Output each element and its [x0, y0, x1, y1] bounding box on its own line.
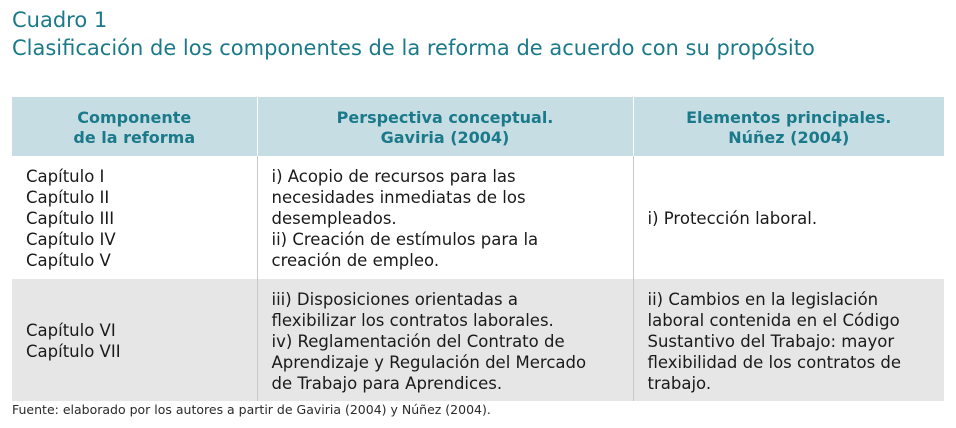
header-line: Gaviria (2004) — [380, 127, 510, 147]
cell-componente — [12, 156, 257, 279]
cell-line: Capítulo III — [26, 209, 115, 228]
header-line: Perspectiva conceptual. — [336, 107, 554, 127]
cell-line: iv) Reglamentación del Contrato de — [271, 331, 565, 351]
cell-line: trabajo. — [647, 373, 712, 393]
cell-line: Capítulo IV — [26, 230, 116, 249]
cell-line: flexibilidad de los contratos de — [647, 352, 902, 372]
cell-perspectiva — [257, 156, 633, 279]
cell-line: Aprendizaje y Regulación del Mercado — [271, 352, 587, 372]
cell-line: creación de empleo. — [271, 251, 440, 270]
cell-line: Capítulo VII — [26, 342, 121, 361]
source-footnote: Fuente: elaborado por los autores a partir de Gaviria (2004) y Núñez (2004). — [12, 402, 491, 417]
table-title: Clasificación de los componentes de la reforma de acuerdo con su propósito — [12, 36, 815, 60]
cell-line: ii) Creación de estímulos para la — [271, 230, 539, 249]
cell-line: flexibilizar los contratos laborales. — [271, 310, 554, 330]
cell-line: Capítulo II — [26, 188, 110, 207]
classification-table — [12, 97, 944, 401]
header-line: Núñez (2004) — [728, 127, 850, 147]
title-block — [12, 6, 815, 62]
table-label: Cuadro 1 — [12, 8, 108, 32]
cell-elementos — [633, 279, 944, 401]
cell-elementos — [633, 156, 944, 279]
cell-componente — [12, 279, 257, 401]
header-perspectiva — [257, 97, 633, 156]
cell-line: iii) Disposiciones orientadas a — [271, 289, 518, 309]
cell-line: i) Protección laboral. — [647, 209, 818, 228]
header-elementos — [633, 97, 944, 156]
header-componente — [12, 97, 257, 156]
table-row — [12, 156, 944, 279]
header-line: Elementos principales. — [686, 107, 892, 127]
cell-line: de Trabajo para Aprendices. — [271, 373, 503, 393]
cell-line: ii) Cambios en la legislación — [647, 289, 879, 309]
cell-line: Capítulo VI — [26, 321, 116, 340]
cell-line: i) Acopio de recursos para las — [271, 167, 516, 186]
header-line: Componente — [77, 107, 192, 127]
cell-line: desempleados. — [271, 209, 397, 228]
cell-line: Sustantivo del Trabajo: mayor — [647, 331, 895, 351]
cell-perspectiva — [257, 279, 633, 401]
cell-line: laboral contenida en el Código — [647, 310, 900, 330]
cell-line: necesidades inmediatas de los — [271, 188, 526, 207]
cell-line: Capítulo V — [26, 251, 111, 270]
table-row — [12, 279, 944, 401]
table-header-row — [12, 97, 944, 156]
cell-line: Capítulo I — [26, 167, 105, 186]
header-line: de la reforma — [73, 127, 196, 147]
